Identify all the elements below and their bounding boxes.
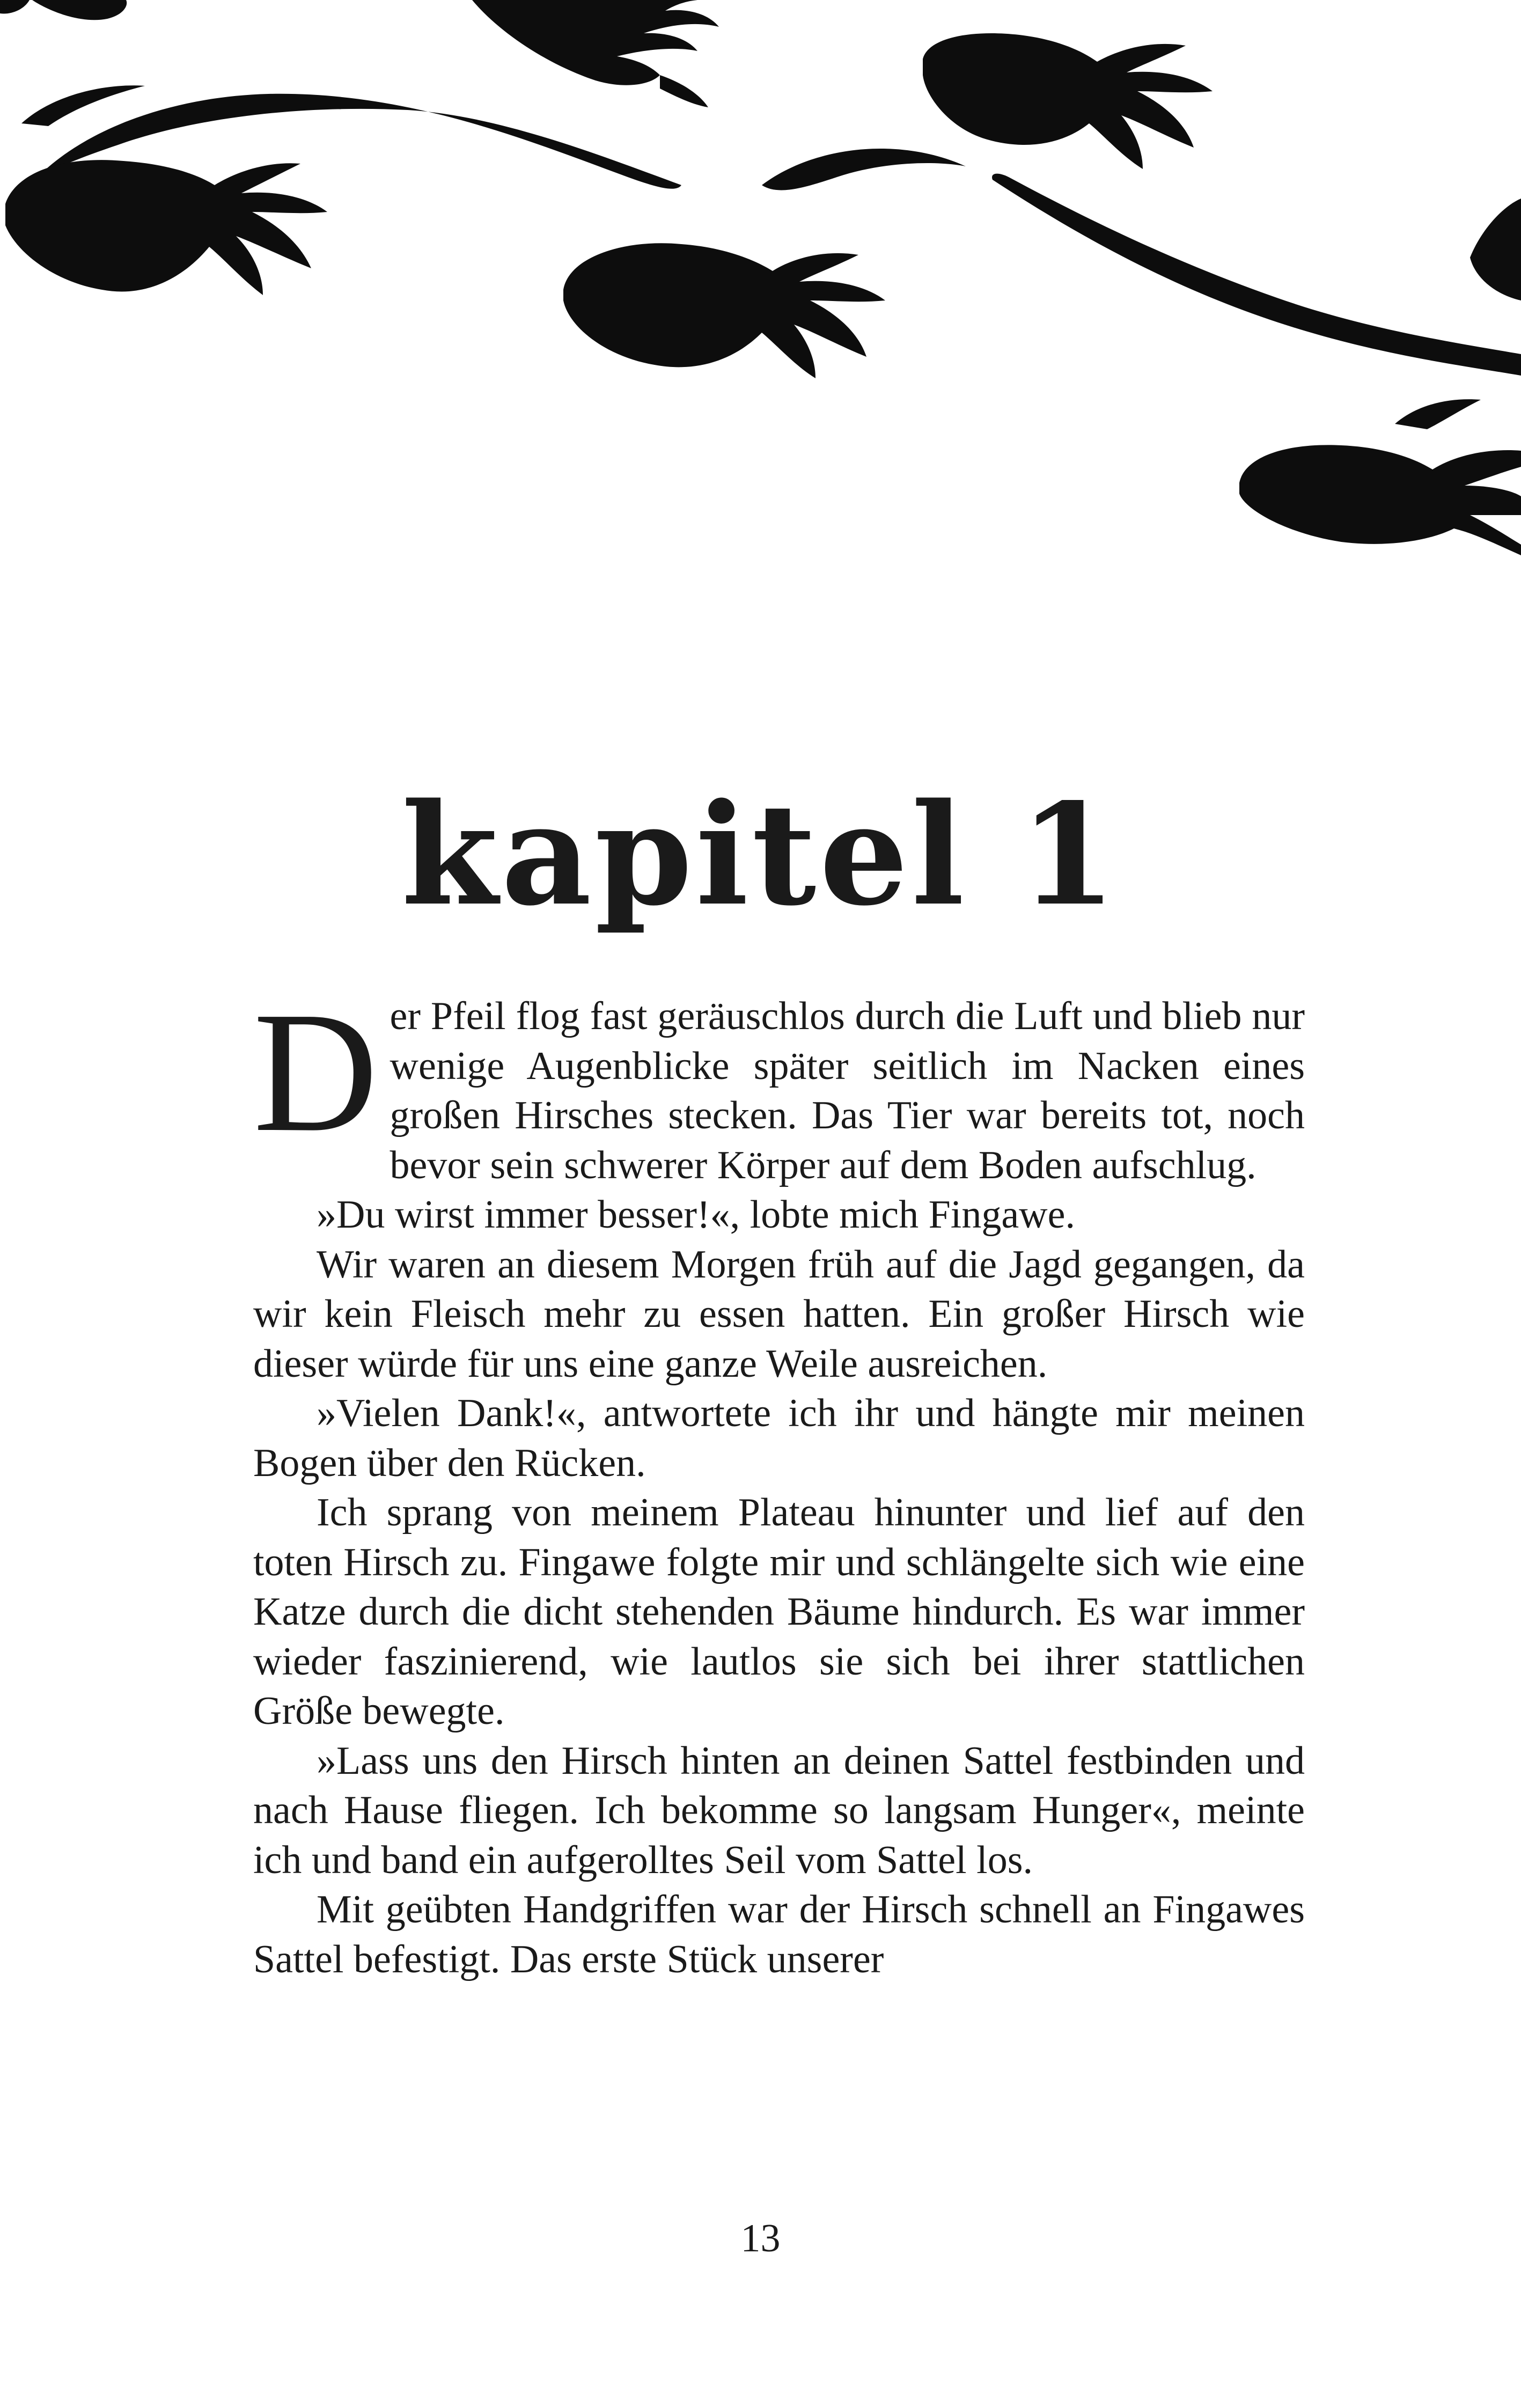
claw-print-far-right xyxy=(1470,199,1521,300)
claw-print-center xyxy=(563,243,885,378)
paragraph-3: Wir waren an diesem Morgen früh auf die Jagd gegangen, da wir kein Fleisch mehr zu essen hatten. Ein großer Hirsch wie dieser würde für uns eine ganze Weile ausreichen. xyxy=(253,1242,1305,1386)
claw-print-top-middle xyxy=(472,0,719,107)
drop-cap: D xyxy=(253,976,378,1168)
dragon-claw-ornament xyxy=(0,0,1521,558)
paragraph-6: »Lass uns den Hirsch hinten an deinen Sattel festbinden und nach Hause fliegen. Ich bekomme so langsam Hunger«, meinte ich und band ein aufgerolltes Seil vom Sattel los. xyxy=(253,1738,1305,1882)
paragraph-1 xyxy=(253,976,1305,1190)
claw-print-left xyxy=(5,160,327,295)
paragraph-1-text: er Pfeil flog fast geräuschlos durch die Luft und blieb nur wenige Augenblicke später seitlich im Nacken eines großen Hirsches stecken. Das Tier war bereits tot, noch bevor sein schwerer Körper auf dem Boden aufschlug. xyxy=(390,994,1305,1187)
claw-print-top-left xyxy=(0,0,127,20)
claw-print-bottom-right xyxy=(1239,399,1521,555)
paragraph-4: »Vielen Dank!«, antwortete ich ihr und hängte mir meinen Bogen über den Rücken. xyxy=(253,1391,1305,1485)
tail-stroke-small xyxy=(21,85,145,126)
paragraph-2: »Du wirst immer besser!«, lobte mich Fingawe. xyxy=(317,1193,1075,1237)
paragraph-7: Mit geübten Handgriffen war der Hirsch schnell an Fingawes Sattel befestigt. Das erste Stück unserer xyxy=(253,1888,1305,1981)
arc-stroke xyxy=(762,149,966,190)
paragraph-5: Ich sprang von meinem Plateau hinunter und lief auf den toten Hirsch zu. Fingawe folgte mir und schlängelte sich wie eine Katze durch die dicht stehenden Bäume hindurch. Es war immer wieder faszinierend, wie lautlos sie sich bei ihrer stattlichen Größe bewegte. xyxy=(253,1491,1305,1733)
chapter-body xyxy=(253,976,1305,1984)
claw-print-right-upper xyxy=(923,33,1213,169)
tail-stroke-right xyxy=(992,174,1521,376)
chapter-title: kapitel 1 xyxy=(401,773,1120,937)
page-number: 13 xyxy=(740,2216,781,2260)
